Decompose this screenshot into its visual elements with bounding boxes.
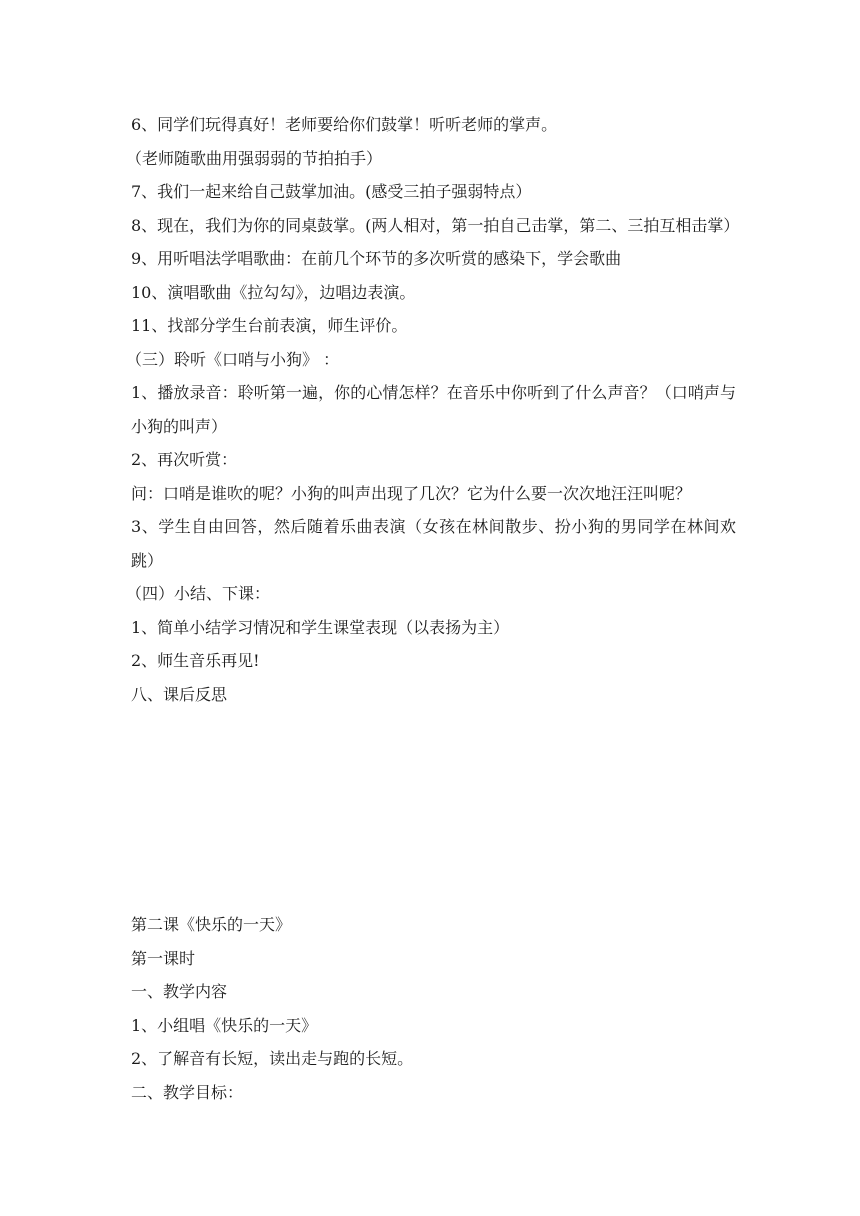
text-line: 1、播放录音：聆听第一遍，你的心情怎样？在音乐中你听到了什么声音？（口哨声与小狗的叫声）	[131, 383, 736, 436]
text-line: 1、小组唱《快乐的一天》	[131, 1015, 318, 1035]
section-heading: 八、课后反思	[131, 684, 228, 704]
text-line: 11、找部分学生台前表演，师生评价。	[131, 316, 408, 335]
text-line: 8、现在，我们为你的同桌鼓掌。(两人相对，第一拍自己击掌，第二、三拍互相击掌）	[131, 215, 740, 235]
text-line: 2、再次听赏：	[131, 450, 238, 469]
text-line: 6、同学们玩得真好！老师要给你们鼓掌！听听老师的掌声。	[131, 115, 558, 134]
text-line: 3、学生自由回答，然后随着乐曲表演（女孩在林间散步、扮小狗的男同学在林间欢跳）	[131, 517, 736, 570]
section-heading: （四）小结、下课：	[126, 584, 271, 603]
lesson-two-section	[131, 908, 736, 1109]
text-line: （老师随歌曲用强弱弱的节拍拍手）	[126, 148, 383, 168]
section-heading: （三）聆听《口哨与小狗》 ：	[126, 349, 340, 369]
section-heading: 二、教学目标：	[131, 1082, 244, 1102]
text-line: 1、简单小结学习情况和学生课堂表现（以表扬为主）	[131, 617, 510, 637]
text-line: 第一课时	[131, 948, 196, 968]
lesson-steps-section	[126, 108, 740, 711]
text-line: 问：口哨是谁吹的呢？小狗的叫声出现了几次？它为什么要一次次地汪汪叫呢？	[131, 483, 692, 503]
lesson-title: 第二课《快乐的一天》	[131, 915, 292, 934]
text-line: 10、演唱歌曲《拉勾勾》，边唱边表演。	[131, 282, 416, 302]
text-line: 7、我们一起来给自己鼓掌加油。(感受三拍子强弱特点）	[131, 182, 532, 201]
text-line: 2、了解音有长短，读出走与跑的长短。	[131, 1049, 414, 1068]
section-heading: 一、教学内容	[131, 982, 228, 1001]
text-line: 2、师生音乐再见!	[131, 651, 260, 670]
text-line: 9、用听唱法学唱歌曲：在前几个环节的多次听赏的感染下，学会歌曲	[131, 249, 622, 268]
